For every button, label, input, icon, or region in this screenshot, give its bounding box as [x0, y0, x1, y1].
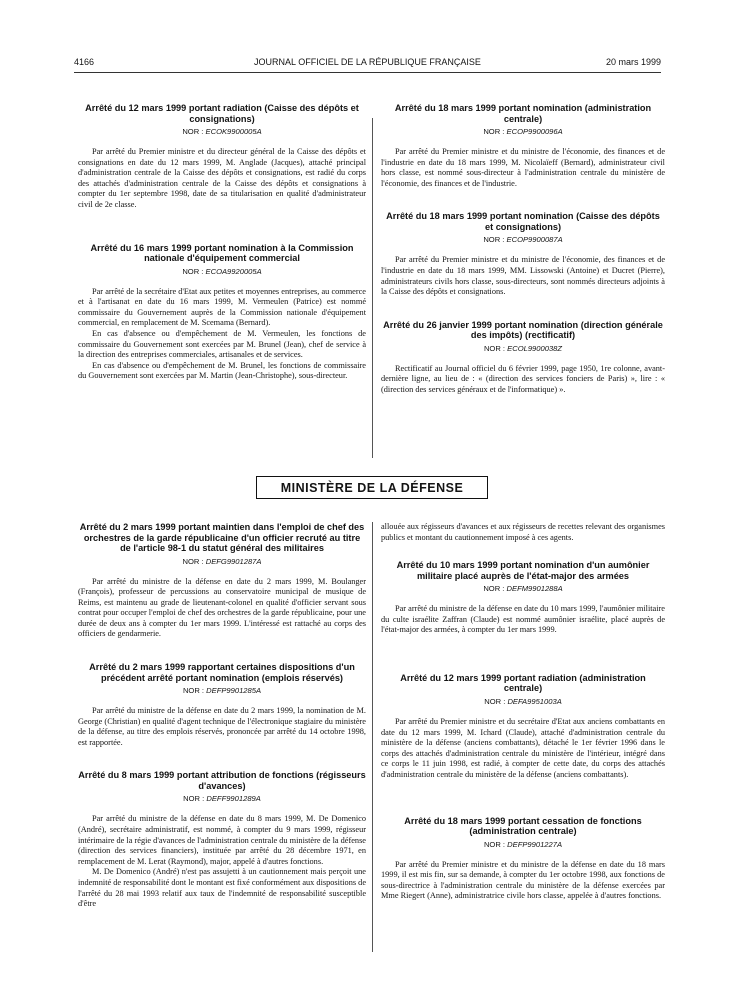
decree-title: Arrêté du 16 mars 1999 portant nomination à la Commission nationale d'équipement commercial: [90, 242, 354, 264]
nor-reference: [381, 344, 665, 353]
nor-reference: [78, 127, 366, 136]
decree-section: [381, 211, 665, 297]
bottom-column-divider: [372, 522, 373, 952]
nor-label: NOR :: [483, 127, 507, 136]
page-number: 4166: [74, 57, 95, 67]
top-right-column: [381, 103, 665, 396]
nor-label: NOR :: [182, 556, 206, 566]
nor-label: NOR :: [483, 584, 507, 594]
nor-code: ECOK9900005A: [205, 127, 262, 136]
nor-code: ECOP9900096A: [506, 127, 563, 136]
decree-paragraph: Par arrêté du Premier ministre et du directeur général de la Caisse des dépôts et consignations en date du 12 mars 1999, M. Anglade (Jacques), attaché principal d'administration centrale de la Caisse des dépôts et consignations, est radié du corps des attachés d'administration centrale de la Caisse des dépôts et consignations à compter du 1er septembre 1998, date de sa titularisation en qualité d'administrateur civil de 2e classe.: [78, 147, 366, 209]
ministry-heading-box: [256, 476, 488, 499]
nor-label: NOR :: [182, 686, 207, 696]
nor-label: NOR :: [483, 343, 508, 353]
decree-section: [78, 103, 366, 211]
decree-title: Arrêté du 18 mars 1999 portant nomination (Caisse des dépôts et consignations): [386, 211, 660, 232]
issue-date: 20 mars 1999: [605, 57, 661, 67]
nor-code: ECOP9900087A: [506, 235, 563, 245]
decree-section: [78, 243, 366, 382]
nor-label: NOR :: [182, 127, 206, 136]
decree-paragraph: M. De Domenico (André) n'est pas assujetti à un cautionnement mais perçoit une indemnité de responsabilité dont le montant est fixé conformément aux dispositions de l'arrêté du 28 mai 1993 relatif aux taux de l'indemnité de responsabilité susceptible d'être: [78, 867, 366, 909]
decree-paragraph: Par arrêté du Premier ministre et du ministre de l'économie, des finances et de l'industrie en date du 18 mars 1999, M. Nicolaïeff (Bernard), administrateur civil hors classe, est nommé sous-directeur à l'administration centrale du ministère de l'économie, des finances et de l'industrie.: [381, 147, 665, 188]
nor-code: DEFP9901285A: [206, 686, 262, 696]
decree-title: Arrêté du 12 mars 1999 portant radiation (Caisse des dépôts et consignations): [85, 103, 359, 124]
nor-reference: [381, 840, 665, 849]
bottom-right-column: [381, 522, 665, 902]
decree-paragraph: Par arrêté du ministre de la défense en date du 8 mars 1999, M. De Domenico (André), secrétaire administratif, est nommé, à compter du 9 mars 1999, régisseur intérimaire de la régie d'avances de l'administration centrale du ministère de la défense (direction des services financiers), instituée par arrêté du 28 décembre 1971, en remplacement de M. Lerat (Raymond), major, appelé à d'autres fonctions.: [78, 814, 366, 866]
decree-paragraph: Par arrêté du ministre de la défense en date du 10 mars 1999, l'aumônier militaire du culte israélite Zaffran (Claude) est nommé aumônier israélite, placé auprès de l'état-major des armées, à compter du 1er mars 1999.: [381, 604, 665, 635]
decree-paragraph: Par arrêté de la secrétaire d'Etat aux petites et moyennes entreprises, au commerce et à l'artisanat en date du 16 mars 1999, M. Vermeulen (Patrice) est nommé commissaire du Gouvernement auprès de la Commission nationale d'équipement commercial, en remplacement de M. Scemama (Bernard).: [78, 286, 366, 328]
decree-title: Arrêté du 18 mars 1999 portant cessation de fonctions (administration centrale): [404, 815, 642, 837]
nor-code: DEFF9901289A: [206, 794, 261, 804]
continued-paragraph: allouée aux régisseurs d'avances et aux régisseurs de recettes relevant des organismes publics et montant du cautionnement imposé à ces agents.: [381, 522, 665, 542]
nor-label: NOR :: [182, 266, 206, 276]
nor-label: NOR :: [483, 839, 508, 849]
decree-paragraph: Par arrêté du Premier ministre et du ministre de la défense en date du 18 mars 1999, il est mis fin, sur sa demande, à compter du 1er octobre 1998, aux fonctions de sous-directrice à l'administration centrale du ministère de la défense exercées par Mme Riegert (Anne), administratrice civile hors classe, appelée à d'autres fonctions.: [381, 859, 665, 901]
nor-label: NOR :: [183, 794, 207, 804]
decree-section: [381, 560, 665, 636]
decree-section: [381, 816, 665, 902]
decree-section: [381, 320, 665, 396]
ministry-heading: MINISTÈRE DE LA DÉFENSE: [280, 480, 464, 495]
bottom-left-column: [78, 522, 366, 910]
journal-title: JOURNAL OFFICIEL DE LA RÉPUBLIQUE FRANÇAISE: [254, 57, 481, 67]
decree-title: Arrêté du 18 mars 1999 portant nomination (administration centrale): [394, 103, 652, 124]
nor-reference: [381, 235, 665, 244]
decree-paragraph: Par arrêté du ministre de la défense en date du 2 mars 1999, la nomination de M. George (Christian) en qualité d'agent technique de l'électronique stagiaire du ministère de la défense, au titre des emplois réservés, prononcée par arrêté du 14 octobre 1998, est rapportée.: [78, 706, 366, 747]
decree-section: [381, 103, 665, 189]
nor-reference: [381, 697, 665, 706]
bottom-right-sections: [381, 560, 665, 902]
decree-paragraph: Par arrêté du ministre de la défense en date du 2 mars 1999, M. Boulanger (François), professeur de percussions au conservatoire municipal de musique de Reims, est maintenu au grade de lieutenant-colonel en qualité d'officier servant sous contrat pour occuper l'emploi de chef des orchestres de la garde républicaine, pour une durée de deux ans à compter du 1er mars 1999. L'intéressé est rattaché au corps des officiers de gendarmerie.: [78, 576, 366, 639]
nor-reference: [78, 557, 366, 566]
decree-title: Arrêté du 10 mars 1999 portant nomination d'un aumônier militaire placé auprès de l'état-major des armées: [396, 560, 650, 581]
nor-code: ECOA9920005A: [205, 266, 262, 276]
decree-section: [78, 770, 366, 909]
nor-reference: [78, 267, 366, 276]
top-left-column: [78, 103, 366, 382]
page-header: [74, 57, 661, 71]
nor-label: NOR :: [484, 696, 508, 706]
decree-title: Arrêté du 26 janvier 1999 portant nomination (direction générale des impôts) (rectificatif): [383, 319, 663, 341]
nor-code: DEFA9951003A: [507, 696, 562, 706]
nor-label: NOR :: [483, 235, 507, 245]
decree-section: [78, 662, 366, 748]
nor-reference: [381, 127, 665, 136]
decree-title: Arrêté du 12 mars 1999 portant radiation (administration centrale): [400, 672, 646, 694]
decree-paragraph: Rectificatif au Journal officiel du 6 février 1999, page 1950, 1re colonne, avant-dernière ligne, au lieu de : « (direction des services fonciers de Paris) », lire : « (direction des services généraux et de l'informatique) ».: [381, 363, 665, 394]
nor-reference: [78, 686, 366, 695]
decree-title: Arrêté du 2 mars 1999 rapportant certaines dispositions d'un précédent arrêté portant nomination (emplois réservés): [89, 662, 355, 683]
decree-title: Arrêté du 2 mars 1999 portant maintien dans l'emploi de chef des orchestres de la garde républicaine d'un officier recruté au titre de l'article 98-1 du statut général des militaires: [79, 522, 365, 553]
decree-paragraph: Par arrêté du Premier ministre et du secrétaire d'Etat aux anciens combattants en date du 12 mars 1999, M. Ichard (Claude), attaché d'administration centrale du ministère de la défense (anciens combattants), détaché le 1er février 1996 dans le corps des attachés d'administration centrale du ministère de l'intérieur, intégré dans ce corps le 11 juin 1998, est radié, à compter de cette date, du corps des attachés d'administration centrale du ministère de la défense (anciens combattants).: [381, 716, 665, 779]
nor-code: DEFM9901288A: [506, 584, 563, 594]
header-rule: [74, 72, 661, 73]
nor-code: ECOL9900038Z: [507, 343, 563, 353]
decree-paragraph: En cas d'absence ou d'empêchement de M. Brunel, les fonctions de commissaire du Gouvernement sont exercées par M. Martin (Jean-Christophe), sous-directeur.: [78, 360, 366, 381]
nor-code: DEFG9901287A: [205, 556, 262, 566]
decree-paragraph: Par arrêté du Premier ministre et du ministre de l'économie, des finances et de l'industrie en date du 18 mars 1999, MM. Lissowski (Antoine) et Ducret (Pierre), administrateurs civils hors classe, sous-directeurs, sont nommés directeurs adjoints à la Caisse des dépôts et consignations.: [381, 255, 665, 297]
nor-reference: [381, 584, 665, 593]
decree-title: Arrêté du 8 mars 1999 portant attribution de fonctions (régisseurs d'avances): [78, 770, 366, 791]
nor-code: DEFP9901227A: [507, 839, 563, 849]
decree-section: [381, 673, 665, 781]
nor-reference: [78, 794, 366, 803]
decree-section: [78, 522, 366, 640]
decree-paragraph: En cas d'absence ou d'empêchement de M. Vermeulen, les fonctions de commissaire du Gouvernement sont exercées par M. Brunel (Jean), chef de service à la direction des entreprises commerciales, artisanales et de services.: [78, 328, 366, 360]
top-column-divider: [372, 118, 373, 458]
